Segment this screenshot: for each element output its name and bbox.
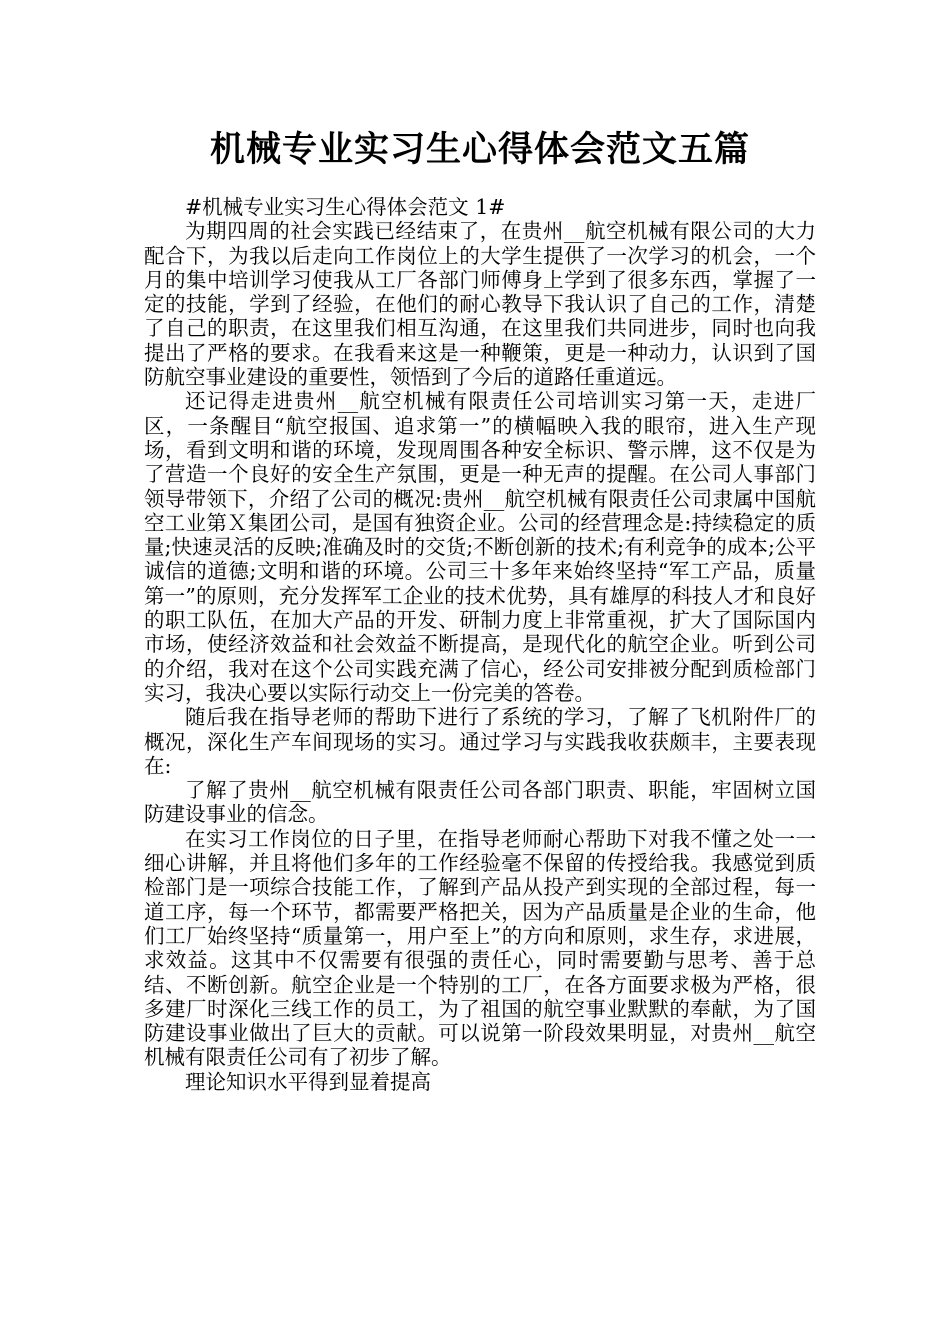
document-body (144, 195, 816, 1094)
document-title: 机械专业实习生心得体会范文五篇 (209, 130, 750, 170)
paragraph: 理论知识水平得到显着提高 (185, 1069, 431, 1094)
section-heading: #机械专业实习生心得体会范文 1# (185, 195, 506, 219)
paragraph: 为期四周的社会实践已经结束了，在贵州__航空机械有限公司的大力配合下，为我以后走向工作岗位上的大学生提供了一次学习的机会，一个月的集中培训学习使我从工厂各部门师傅身上学到了很多东西，掌握了一定的技能，学到了经验，在他们的耐心教导下我认识了自己的工作，清楚了自己的职责，在这里我们相互沟通，在这里我们共同进步，同时也向我提出了严格的要求。在我看来这是一种鞭策，更是一种动力，认识到了国防航空事业建设的重要性，领悟到了今后的道路任重道远。 (144, 219, 816, 390)
paragraph: 还记得走进贵州__航空机械有限责任公司培训实习第一天，走进厂区，一条醒目“航空报国、追求第一”的横幅映入我的眼帘，进入生产现场，看到文明和谐的环境，发现周围各种安全标识、警示牌，这不仅是为了营造一个良好的安全生产氛围，更是一种无声的提醒。在公司人事部门领导带领下，介绍了公司的概况:贵州__航空机械有限责任公司隶属中国航空工业第Ｘ集团公司，是国有独资企业。公司的经营理念是:持续稳定的质量;快速灵活的反映;准确及时的交货;不断创新的技术;有利竞争的成本;公平诚信的道德;文明和谐的环境。公司三十多年来始终坚持“军工产品，质量第一”的原则，充分发挥军工企业的技术优势，具有雄厚的科技人才和良好的职工队伍，在加大产品的开发、研制力度上非常重视，扩大了国际国内市场，使经济效益和社会效益不断提高，是现代化的航空企业。听到公司的介绍，我对在这个公司实践充满了信心，经公司安排被分配到质检部门实习，我决心要以实际行动交上一份完美的答卷。 (144, 389, 816, 705)
paragraph: 了解了贵州__航空机械有限责任公司各部门职责、职能，牢固树立国防建设事业的信念。 (144, 778, 816, 827)
paragraph: 随后我在指导老师的帮助下进行了系统的学习，了解了飞机附件厂的概况，深化生产车间现场的实习。通过学习与实践我收获颇丰，主要表现在: (144, 705, 816, 778)
paragraph: 在实习工作岗位的日子里，在指导老师耐心帮助下对我不懂之处一一细心讲解，并且将他们多年的工作经验毫不保留的传授给我。我感觉到质检部门是一项综合技能工作，了解到产品从投产到实现的全部过程，每一道工序，每一个环节，都需要严格把关，因为产品质量是企业的生命，他们工厂始终坚持“质量第一，用户至上”的方向和原则，求生存，求进展，求效益。这其中不仅需要有很强的责任心，同时需要勤与思考、善于总结、不断创新。航空企业是一个特别的工厂，在各方面要求极为严格，很多建厂时深化三线工作的员工，为了祖国的航空事业默默的奉献，为了国防建设事业做出了巨大的贡献。可以说第一阶段效果明显，对贵州__航空机械有限责任公司有了初步了解。 (144, 826, 816, 1070)
